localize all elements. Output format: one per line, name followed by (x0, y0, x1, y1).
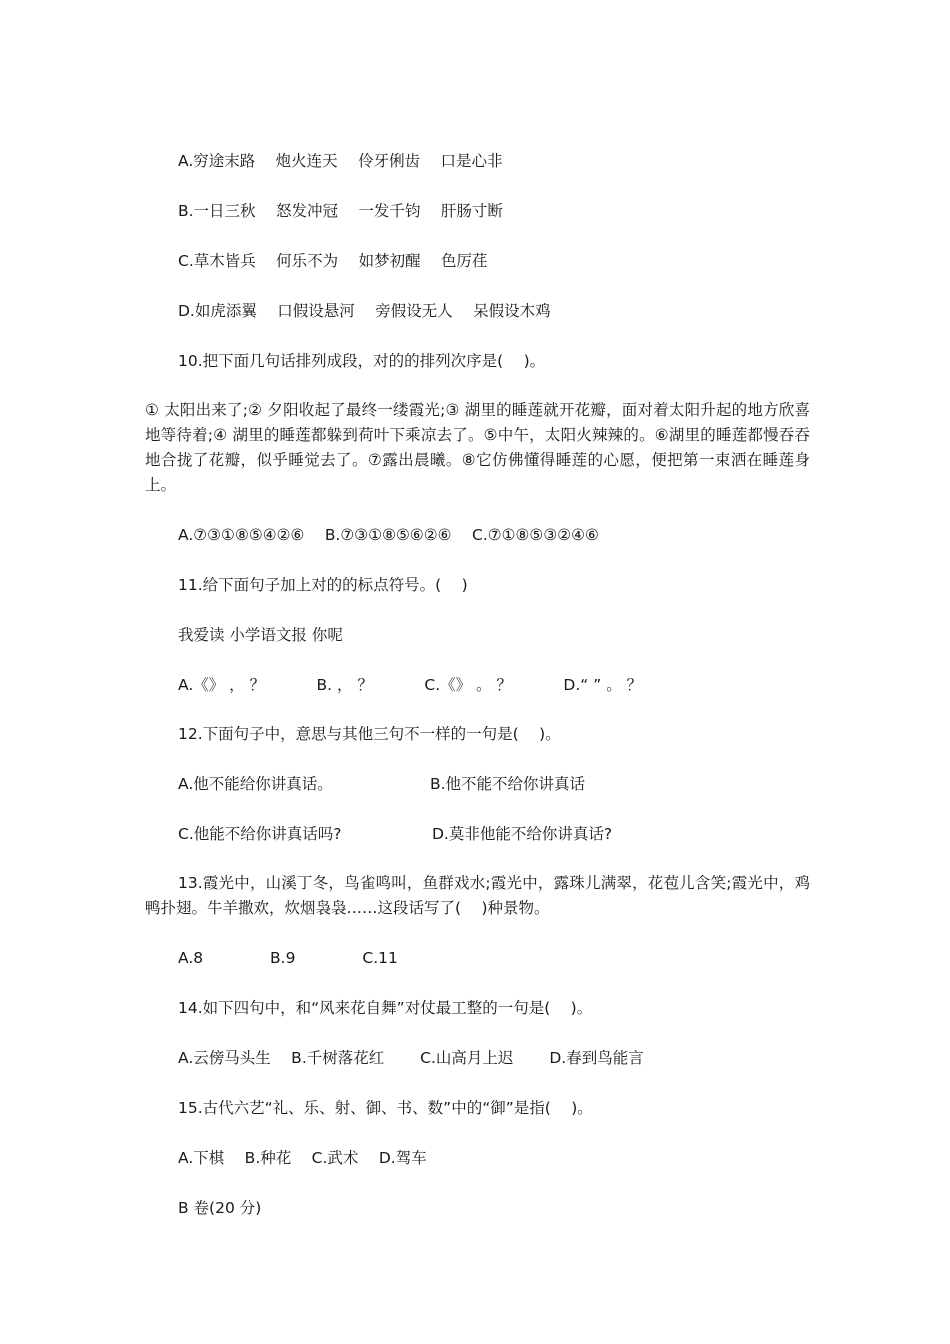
q13-options: A.8 B.9 C.11 (178, 949, 398, 967)
q10-sentences: ① 太阳出来了;② 夕阳收起了最终一缕霞光;③ 湖里的睡莲就开花瓣，面对着太阳升起的地方欣喜地等待着;④ 湖里的睡莲都躲到荷叶下乘凉去了。⑤中午，太阳火辣辣的。⑥湖里的睡莲都慢吞吞地合拢了花瓣，似乎睡觉去了。⑦露出晨曦。⑧它仿佛懂得睡莲的心愿，便把第一束洒在睡莲身上。 (145, 401, 810, 494)
q12-option-c: C.他能不给你讲真话吗? (178, 825, 342, 843)
q11-options: A.《》 ， ？ B. ， ？ C.《》 。 ？ D.“ ” 。 ？ (178, 676, 643, 694)
q9-option-c: C.草木皆兵 何乐不为 如梦初醒 色厉荏 (178, 252, 488, 270)
q12-question: 12.下面句子中，意思与其他三句不一样的一句是( )。 (178, 725, 561, 743)
q12-option-d: D.莫非他能不给你讲真话? (432, 825, 613, 843)
q14-question: 14.如下四句中，和“风来花自舞”对仗最工整的一句是( )。 (178, 999, 593, 1017)
q12-option-b: B.他不能不给你讲真话 (430, 775, 586, 793)
q10-question: 10.把下面几句话排列成段，对的的排列次序是( )。 (178, 352, 546, 370)
q15-options: A.下棋 B.种花 C.武术 D.驾车 (178, 1149, 427, 1167)
q9-option-d: D.如虎添翼 口假设悬河 旁假设无人 呆假设木鸡 (178, 302, 551, 320)
q12-option-a: A.他不能给你讲真话。 (178, 775, 333, 793)
q14-options: A.云傍马头生 B.千树落花红 C.山高月上迟 D.春到鸟能言 (178, 1049, 644, 1067)
q15-question: 15.古代六艺“礼、乐、射、御、书、数”中的“御”是指( )。 (178, 1099, 593, 1117)
q11-question: 11.给下面句子加上对的的标点符号。( ) (178, 576, 468, 594)
section-b-heading: B 卷(20 分) (178, 1199, 262, 1217)
q9-option-a: A.穷途末路 炮火连天 伶牙俐齿 口是心非 (178, 152, 503, 170)
q11-sentence: 我爱读 小学语文报 你呢 (178, 626, 343, 644)
q10-options: A.⑦③①⑧⑤④②⑥ B.⑦③①⑧⑤⑥②⑥ C.⑦①⑧⑤③②④⑥ (178, 526, 599, 544)
q13-question: 13.霞光中，山溪丁冬，鸟雀鸣叫，鱼群戏水;霞光中，露珠儿满翠，花苞儿含笑;霞光中，鸡鸭扑翅。牛羊撒欢，炊烟袅袅……这段话写了( )种景物。 (145, 874, 810, 917)
q9-option-b: B.一日三秋 怒发冲冠 一发千钧 肝肠寸断 (178, 202, 503, 220)
